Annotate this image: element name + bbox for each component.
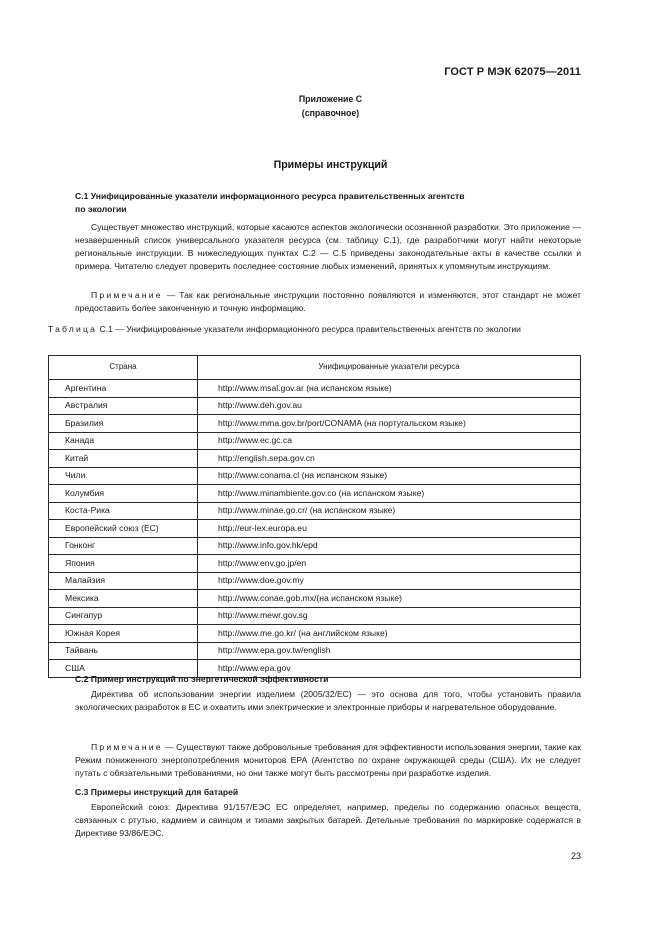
table-caption xyxy=(48,323,581,335)
section-c1-body xyxy=(75,221,581,273)
table-row xyxy=(49,607,581,625)
uri-cell: http://www.minae.go.cr/ (на испанском языке) xyxy=(198,502,581,520)
country-cell: США xyxy=(49,660,198,678)
section-c2-note xyxy=(75,741,581,780)
section-c1-note xyxy=(75,289,581,315)
uri-cell: http://www.conae.gob.mx/(на испанском языке) xyxy=(198,590,581,608)
table-header-uri: Унифицированные указатели ресурса xyxy=(198,356,581,380)
table-row xyxy=(49,502,581,520)
country-cell: Малайзия xyxy=(49,572,198,590)
table-header-country: Страна xyxy=(49,356,198,380)
table-caption-label: Таблица xyxy=(48,324,98,334)
uri-cell: http://www.doe.gov.my xyxy=(198,572,581,590)
section-c3-paragraph: Европейский союз: Директива 91/157/ЕЭС ЕС определяет, например, пределы по содержанию опасных веществ, связанных с ртутью, кадмием и свинцом и типами закрытых батарей. Детельные требования по маркировке содержатся в Директиве 93/86/ЕЭС. xyxy=(75,802,581,839)
country-cell: Бразилия xyxy=(49,415,198,433)
table-header-row xyxy=(49,356,581,380)
note-label: Примечание xyxy=(91,742,163,752)
section-c1-paragraph: Существует множество инструкций, которые касаются аспектов экологически осознанной разработки. Это приложение — незавершенный список универсального указателя ресурса (см. таблицу С.1), где разработчики могут найти некоторые региональные инструкции. В нижеследующих пунктах С.2 — С.5 приведены законодательные акты в качестве ссылки и примера. Читателю следует проверить последнее состояние любых изменений, принятых к упомянутым инструкциям. xyxy=(75,222,581,272)
uri-cell: http://www.msal.gov.ar (на испанском языке) xyxy=(198,380,581,398)
section-c3-heading: С.3 Примеры инструкций для батарей xyxy=(75,787,239,797)
country-cell: Гонконг xyxy=(49,537,198,555)
table-row xyxy=(49,537,581,555)
uri-cell: http://www.epa.gov xyxy=(198,660,581,678)
uri-cell: http://www.minambiente.gov.co (на испанском языке) xyxy=(198,485,581,503)
table-row xyxy=(49,380,581,398)
country-cell: Коста-Рика xyxy=(49,502,198,520)
uri-cell: http://www.epa.gov.tw/english xyxy=(198,642,581,660)
section-c2-heading: С.2 Пример инструкций по энергетической эффективности xyxy=(75,674,329,684)
section-c2-body xyxy=(75,688,581,714)
uri-cell: http://www.conama.cl (на испанском языке) xyxy=(198,467,581,485)
table-row xyxy=(49,397,581,415)
table-row xyxy=(49,642,581,660)
note-text: — Существуют также добровольные требования для эффективности использования энергии, такие как Режим пониженного энергопотребления мониторов ЕРА (Агентство по охране окружающей среды (США). Их не следует путать с обязательными требованиями, но они также могут быть рассмотрены при разработке изделия. xyxy=(75,742,581,779)
section-c2-paragraph: Директива об использовании энергии изделием (2005/32/ЕС) — это основа для того, чтобы установить правила экологических разработок в ЕС и охватить ими электрические и электронные приборы и нагревательное оборудование. xyxy=(75,689,581,713)
section-c1-heading-line1: С.1 Унифицированные указатели информационного ресурса правительственных агентств xyxy=(75,191,465,201)
country-cell: Тайвань xyxy=(49,642,198,660)
uri-cell: http://www.deh.gov.au xyxy=(198,397,581,415)
uri-cell: http://www.me.go.kr/ (на английском языке) xyxy=(198,625,581,643)
page-title: Примеры инструкций xyxy=(273,159,388,171)
table-row xyxy=(49,572,581,590)
table-row xyxy=(49,450,581,468)
country-cell: Австралия xyxy=(49,397,198,415)
uri-cell: http://www.env.go.jp/en xyxy=(198,555,581,573)
table-row xyxy=(49,520,581,538)
table-body xyxy=(49,380,581,678)
uri-cell: http://english.sepa.gov.cn xyxy=(198,450,581,468)
uri-cell: http://eur-lex.europa.eu xyxy=(198,520,581,538)
appendix-heading xyxy=(0,93,661,120)
table-row xyxy=(49,467,581,485)
section-c2-note-paragraph xyxy=(75,741,581,780)
page-number: 23 xyxy=(570,851,581,861)
table-row xyxy=(49,590,581,608)
country-cell: Аргентина xyxy=(49,380,198,398)
uri-cell: http://www.ec.gc.ca xyxy=(198,432,581,450)
uri-table xyxy=(48,355,581,678)
table-row xyxy=(49,485,581,503)
document-id: ГОСТ Р МЭК 62075—2011 xyxy=(444,66,581,78)
section-c1-note-paragraph xyxy=(75,289,581,315)
section-c1-heading xyxy=(75,190,581,216)
country-cell: Колумбия xyxy=(49,485,198,503)
appendix-type: (справочное) xyxy=(301,107,360,118)
appendix-label: Приложение С xyxy=(298,94,363,104)
country-cell: Канада xyxy=(49,432,198,450)
table-row xyxy=(49,625,581,643)
country-cell: Чили xyxy=(49,467,198,485)
uri-cell: http://www.mewr.gov.sg xyxy=(198,607,581,625)
country-cell: Япония xyxy=(49,555,198,573)
uri-cell: http://www.mma.gov.br/port/CONAMA (на португальском языке) xyxy=(198,415,581,433)
country-cell: Южная Корея xyxy=(49,625,198,643)
table-caption-text: С.1 — Унифицированные указатели информационного ресурса правительственных агентств по экологии xyxy=(97,324,521,334)
table-row xyxy=(49,432,581,450)
section-c3-body xyxy=(75,801,581,840)
note-text: — Так как региональные инструкции постоянно появляются и изменяются, этот стандарт не может предоставить более законченную и точную информацию. xyxy=(75,290,581,314)
uri-cell: http://www.info.gov.hk/epd xyxy=(198,537,581,555)
country-cell: Китай xyxy=(49,450,198,468)
table-row xyxy=(49,555,581,573)
country-cell: Европейский союз (ЕС) xyxy=(49,520,198,538)
section-c1-heading-line2: по экологии xyxy=(75,203,127,214)
country-cell: Сингапур xyxy=(49,607,198,625)
note-label: Примечание xyxy=(91,290,163,300)
country-cell: Мексика xyxy=(49,590,198,608)
table-row xyxy=(49,415,581,433)
